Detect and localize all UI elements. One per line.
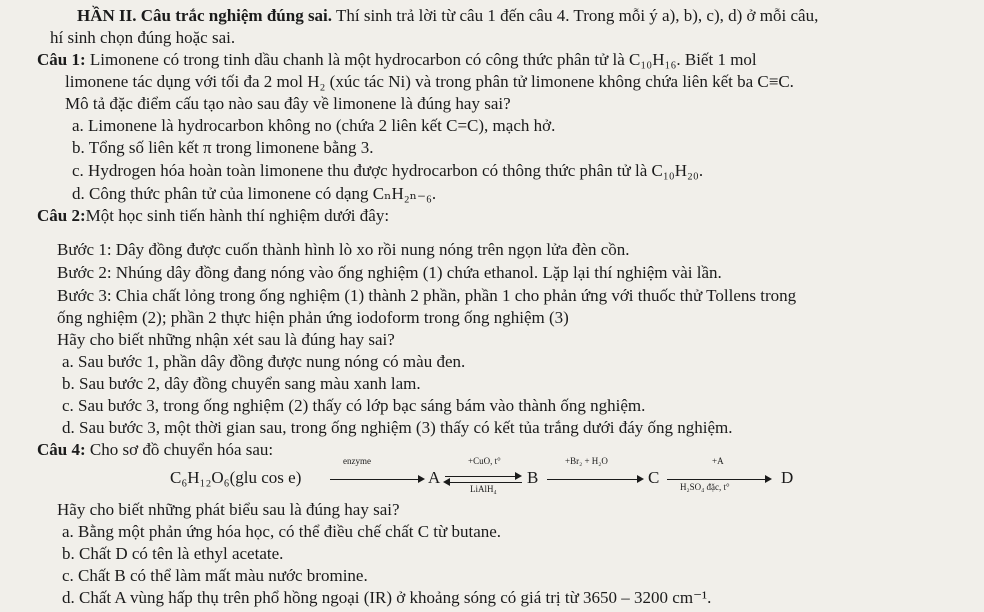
part-header	[77, 6, 818, 26]
q2-label: Câu 2:	[37, 206, 86, 225]
scheme-arrow4	[667, 479, 765, 480]
scheme-arrow4-bottom-label: H₂SO₄ đặc, t°	[680, 482, 730, 492]
scheme-arrow4-top-label: +A	[712, 456, 724, 466]
scheme-arrow2-forward-head	[515, 472, 522, 480]
scheme-arrow3	[547, 479, 637, 480]
q4-option-b: b. Chất D có tên là ethyl acetate.	[62, 544, 284, 563]
q1-stem-line2: limonene tác dụng với tối đa 2 mol H₂ (xúc tác Ni) và trong phân tử limonene không chứa liên kết ba C≡C.	[65, 72, 794, 91]
q2-option-a: a. Sau bước 1, phần dây đồng được nung nóng có màu đen.	[62, 352, 466, 371]
scheme-arrow4-head	[765, 475, 772, 483]
part-instructions: Thí sinh trả lời từ câu 1 đến câu 4. Trong mỗi ý a), b), c), d) ở mỗi câu,	[332, 6, 819, 25]
q4-intro: Cho sơ đồ chuyển hóa sau:	[85, 440, 274, 459]
q1-label: Câu 1:	[37, 50, 86, 69]
q2-option-b: b. Sau bước 2, dây đồng chuyển sang màu xanh lam.	[62, 374, 421, 393]
q2-stem	[37, 206, 389, 226]
q1-stem-line3: Mô tả đặc điểm cấu tạo nào sau đây về limonene là đúng hay sai?	[65, 94, 511, 113]
scheme-arrow1-label: enzyme	[343, 456, 371, 466]
q2-step3-line1: Bước 3: Chia chất lỏng trong ống nghiệm (1) thành 2 phần, phần 1 cho phản ứng với thuốc thử Tollens trong	[57, 286, 797, 305]
reaction-scheme	[170, 456, 810, 496]
scheme-arrow2-bottom-label: LiAlH₄	[470, 484, 497, 494]
q4-stem	[37, 440, 273, 460]
q2-step1: Bước 1: Dây đồng được cuốn thành hình lò xo rồi nung nóng trên ngọn lửa đèn cồn.	[57, 240, 630, 259]
scheme-B: B	[527, 468, 539, 487]
scheme-arrow2-top-label: +CuO, t°	[468, 456, 501, 466]
q4-option-d: d. Chất A vùng hấp thụ trên phổ hồng ngoại (IR) ở khoảng sóng có giá trị từ 3650 – 3200 cm⁻¹.	[62, 588, 712, 607]
q4-question: Hãy cho biết những phát biểu sau là đúng hay sai?	[57, 500, 400, 519]
q4-option-a: a. Bằng một phản ứng hóa học, có thể điều chế chất C từ butane.	[62, 522, 502, 541]
q1-option-a: a. Limonene là hydrocarbon không no (chứa 2 liên kết C=C), mạch hở.	[72, 116, 556, 135]
q2-option-c: c. Sau bước 3, trong ống nghiệm (2) thấy có lớp bạc sáng bám vào thành ống nghiệm.	[62, 396, 646, 415]
q2-question: Hãy cho biết những nhận xét sau là đúng hay sai?	[57, 330, 395, 349]
scheme-arrow2-forward	[445, 476, 515, 477]
q4-label: Câu 4:	[37, 440, 86, 459]
q1-option-b: b. Tổng số liên kết π trong limonene bằng 3.	[72, 138, 374, 157]
q1-text: Limonene có trong tinh dầu chanh là một hydrocarbon có công thức phân tử là C₁₀H₁₆. Biết 1 mol	[85, 50, 757, 69]
scheme-arrow1-head	[418, 475, 425, 483]
scheme-arrow2-back-head	[443, 478, 450, 486]
q2-step2: Bước 2: Nhúng dây đồng đang nóng vào ống nghiệm (1) chứa ethanol. Lặp lại thí nghiệm vài lần.	[57, 263, 722, 282]
scheme-arrow1	[330, 479, 418, 480]
scheme-D: D	[781, 468, 794, 487]
q1-stem-line1	[37, 50, 757, 70]
q4-option-c: c. Chất B có thể làm mất màu nước bromine.	[62, 566, 368, 585]
part-instructions-line2: hí sinh chọn đúng hoặc sai.	[50, 28, 236, 47]
q1-option-d: d. Công thức phân tử của limonene có dạng CₙH₂ₙ₋₆.	[72, 184, 437, 203]
q1-option-c: c. Hydrogen hóa hoàn toàn limonene thu được hydrocarbon có thông thức phân tử là C₁₀H₂₀.	[72, 161, 704, 180]
scheme-start: C₆H₁₂O₆(glu cos e)	[170, 468, 302, 487]
q2-option-d: d. Sau bước 3, một thời gian sau, trong ống nghiệm (3) thấy có kết tủa trắng dưới đáy ống nghiệm.	[62, 418, 733, 437]
q2-intro: Một học sinh tiến hành thí nghiệm dưới đây:	[85, 206, 390, 225]
q2-step3-line2: ống nghiệm (2); phần 2 thực hiện phản ứng iodoform trong ống nghiệm (3)	[57, 308, 569, 327]
scheme-C: C	[648, 468, 660, 487]
scheme-arrow3-head	[637, 475, 644, 483]
part-title: HẦN II. Câu trắc nghiệm đúng sai.	[77, 6, 333, 25]
scheme-arrow2-back	[450, 482, 522, 483]
scheme-arrow3-label: +Br₂ + H₂O	[565, 456, 608, 466]
scheme-A: A	[428, 468, 441, 487]
